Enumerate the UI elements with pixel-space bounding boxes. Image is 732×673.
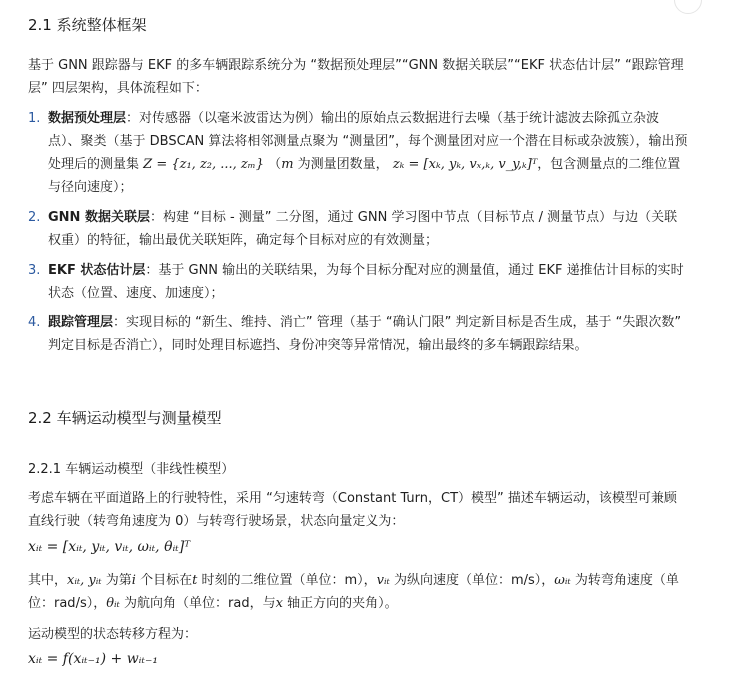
- math-omega: ωᵢₜ: [554, 573, 571, 588]
- state-vector-equation: xᵢₜ = [xᵢₜ, yᵢₜ, vᵢₜ, ωᵢₜ, θᵢₜ]ᵀ: [28, 539, 191, 555]
- math-t: t: [192, 573, 198, 588]
- item-text: ：基于 GNN 输出的关联结果，为每个目标分配对应的测量值，通过 EKF 递推估计目标的实时状态（位置、速度、加速度）；: [48, 263, 684, 301]
- where-text: 为转弯角速度（单位：rad/s），: [28, 573, 679, 611]
- math-theta: θᵢₜ: [106, 596, 120, 611]
- item-text-d: ，包含测量点的二维位置与径向速度）；: [48, 157, 681, 195]
- where-text: 其中，: [28, 573, 68, 588]
- math-position: xᵢₜ, yᵢₜ: [67, 573, 102, 588]
- where-text: 为纵向速度（单位：m/s），: [393, 573, 555, 588]
- variable-definition-paragraph: [28, 569, 688, 615]
- list-number: 2.: [28, 210, 41, 225]
- scroll-to-top-button[interactable]: [674, 0, 702, 14]
- item-title: 数据预处理层: [48, 111, 127, 126]
- math-x: x: [275, 596, 283, 611]
- intro-paragraph: 基于 GNN 跟踪器与 EKF 的多车辆跟踪系统分为 “数据预处理层”“GNN 数据关联层”“EKF 状态估计层” “跟踪管理层” 四层架构，具体流程如下：: [28, 58, 684, 96]
- list-item-2: [28, 206, 690, 252]
- list-item-4: [28, 311, 690, 357]
- item-title: 跟踪管理层: [48, 315, 114, 330]
- motion-model-paragraph: 考虑车辆在平面道路上的行驶特性，采用 “匀速转弯（Constant Turn，CT）模型” 描述车辆运动，该模型可兼顾直线行驶（转弯角速度为 0）与转弯行驶场景，状态向量定义为：: [28, 491, 677, 529]
- item-text-b: （: [268, 157, 282, 172]
- math-measurement-set: Z = {z₁, z₂, ..., zₘ}: [143, 157, 265, 172]
- item-text: ：构建 “目标 - 测量” 二分图，通过 GNN 学习图中节点（目标节点 / 测量节点）与边（关联权重）的特征，输出最优关联矩阵，确定每个目标对应的有效测量；: [48, 210, 678, 248]
- item-text-c: 为测量团数量，: [297, 157, 389, 172]
- section-heading-2-2: 2.2 车辆运动模型与测量模型: [28, 409, 222, 427]
- list-number: 4.: [28, 315, 41, 330]
- item-title: EKF 状态估计层: [48, 263, 146, 278]
- where-text: 为航向角（单位：rad，与: [124, 596, 276, 611]
- where-text: 时刻的二维位置（单位：m），: [201, 573, 377, 588]
- list-number: 1.: [28, 111, 41, 126]
- math-v: vᵢₜ: [376, 573, 390, 588]
- list-item-3: [28, 259, 690, 305]
- where-text: 为第: [105, 573, 132, 588]
- math-m: m: [281, 157, 294, 172]
- math-i: i: [131, 573, 136, 588]
- item-text: ：实现目标的 “新生、维持、消亡” 管理（基于 “确认门限” 判定新目标是否生成，基于 “失跟次数” 判定目标是否消亡），同时处理目标遮挡、身份冲突等异常情况，输出最终的多车辆跟踪结果。: [48, 315, 682, 353]
- item-text: ：对传感器（以毫米波雷达为例）输出的原始点云数据进行去噪（基于统计滤波去除孤立杂波点）、聚类（基于 DBSCAN 算法将相邻测量点聚为 “测量团”，每个测量团对应一个潜在目标或杂波簇），输出预处理后的测量集: [48, 111, 688, 172]
- state-transition-equation: xᵢₜ = f(xᵢₜ₋₁) + wᵢₜ₋₁: [28, 651, 158, 667]
- math-zk: zₖ = [xₖ, yₖ, vₓ,ₖ, v_y,ₖ]ᵀ: [392, 157, 538, 172]
- item-title: GNN 数据关联层: [48, 210, 150, 225]
- subsection-heading-2-2-1: 2.2.1 车辆运动模型（非线性模型）: [28, 462, 235, 477]
- list-number: 3.: [28, 263, 41, 278]
- where-text: 轴正方向的夹角）。: [287, 596, 398, 611]
- transition-intro: 运动模型的状态转移方程为：: [28, 627, 198, 642]
- list-item-1: [28, 107, 690, 199]
- section-heading-2-1: 2.1 系统整体框架: [28, 16, 147, 34]
- where-text: 个目标在: [140, 573, 193, 588]
